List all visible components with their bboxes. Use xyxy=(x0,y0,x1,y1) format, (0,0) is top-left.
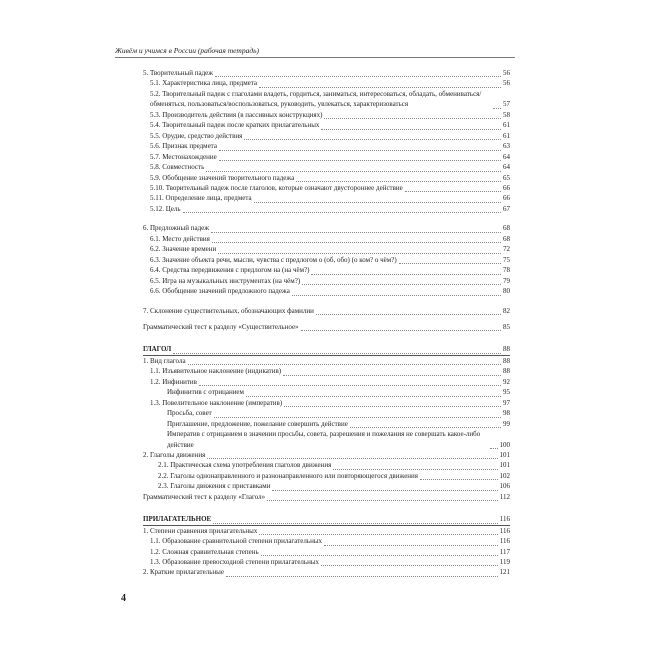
toc-entry-page: 106 xyxy=(499,482,510,491)
toc-entry[interactable] xyxy=(143,244,510,254)
toc-entry-page: 56 xyxy=(503,69,510,77)
toc-leader-dots xyxy=(261,549,498,556)
toc-entry-page: 75 xyxy=(503,255,510,264)
toc-entry[interactable] xyxy=(143,398,510,408)
toc-leader-dots xyxy=(215,70,501,77)
toc-leader-dots xyxy=(316,308,501,315)
table-of-contents xyxy=(143,68,510,578)
toc-entry-page: 56 xyxy=(503,79,510,88)
toc-entry[interactable] xyxy=(143,234,510,244)
toc-entry-page: 65 xyxy=(503,173,510,182)
toc-leader-dots xyxy=(267,494,498,501)
toc-entry-title: 1.2. Сложная сравнительная степень xyxy=(150,547,259,556)
toc-entry-title: 6.3. Значение объекта речи, мысли, чувства с предлогом о (об, обо) (о ком? о чём?) xyxy=(150,255,397,264)
toc-entry-title: 5. Творительный падеж xyxy=(143,69,214,77)
toc-entry-page: 117 xyxy=(499,547,510,556)
toc-entry[interactable] xyxy=(143,183,510,193)
toc-entry-title: 5.3. Производитель действия (в пассивных конструкциях) xyxy=(150,110,323,119)
toc-entry-title: 1.3. Повелительное наклонение (императив) xyxy=(150,398,283,407)
toc-entry[interactable] xyxy=(143,152,510,162)
toc-entry-title: 1.1. Образование сравнительной степени прилагательных xyxy=(150,537,323,546)
toc-entry[interactable] xyxy=(143,471,510,481)
toc-entry-title: 2.3. Глаголы движения с приставками xyxy=(158,482,271,491)
toc-entry-title: 5.11. Определение лица, предмета xyxy=(150,194,252,203)
toc-leader-dots xyxy=(219,144,501,151)
toc-entry-page: 72 xyxy=(503,245,510,254)
toc-entry-page: 116 xyxy=(499,537,510,546)
toc-entry[interactable] xyxy=(143,377,510,387)
toc-leader-dots xyxy=(173,347,501,354)
toc-entry-title: 5.5. Орудие, средство действия xyxy=(150,131,243,140)
toc-entry-title: 1.2. Инфинитив xyxy=(150,377,197,386)
toc-leader-dots xyxy=(199,379,501,386)
toc-entry-page: 79 xyxy=(503,276,510,285)
toc-leader-dots xyxy=(350,421,501,428)
toc-entry[interactable] xyxy=(143,387,510,397)
toc-entry-title: Императив с отрицанием в значении просьбы, совета, разрешения и пожелания не совершать какое-либо действие xyxy=(167,430,481,449)
toc-leader-dots xyxy=(272,484,497,491)
toc-entry-page: 57 xyxy=(503,100,510,109)
toc-entry-page: 116 xyxy=(499,526,510,535)
toc-leader-dots xyxy=(405,185,501,192)
toc-entry[interactable] xyxy=(143,492,510,502)
toc-entry-page: 78 xyxy=(503,266,510,275)
toc-leader-dots xyxy=(207,452,497,459)
toc-entry-page: 97 xyxy=(503,398,510,407)
toc-entry-page: 64 xyxy=(503,152,510,161)
toc-entry-title: 5.12. Цель xyxy=(150,204,181,213)
toc-entry-title: 1. Степени сравнения прилагательных xyxy=(143,526,258,535)
toc-leader-dots xyxy=(259,528,497,535)
toc-entry[interactable] xyxy=(143,120,510,130)
toc-entry-page: 66 xyxy=(503,183,510,192)
toc-entry[interactable] xyxy=(143,567,510,577)
toc-entry-page: 61 xyxy=(503,131,510,140)
toc-entry[interactable] xyxy=(143,193,510,203)
toc-leader-dots xyxy=(292,289,501,296)
toc-leader-dots xyxy=(333,463,497,470)
toc-entry-title: 5.10. Творительный падеж после глаголов, которые означают двустороннее действие xyxy=(150,183,403,192)
toc-entry-title: 6.6. Обобщение значений предложного падежа xyxy=(150,287,290,296)
toc-entry-title: ПРИЛАГАТЕЛЬНОЕ xyxy=(143,515,212,524)
toc-spacer xyxy=(143,297,510,306)
toc-entry-page: 64 xyxy=(503,163,510,172)
toc-entry-page: 95 xyxy=(503,388,510,397)
toc-entry[interactable] xyxy=(143,557,510,567)
toc-entry[interactable] xyxy=(143,162,510,172)
toc-entry-page: 98 xyxy=(503,409,510,418)
toc-entry-page: 102 xyxy=(499,471,510,480)
toc-leader-dots xyxy=(296,175,501,182)
toc-entry[interactable] xyxy=(143,547,510,557)
toc-entry-title: Просьба, совет xyxy=(167,409,212,418)
toc-entry[interactable] xyxy=(143,89,510,110)
toc-entry-title: 6.4. Средства передвижения с предлогом на (на чём?) xyxy=(150,266,310,275)
toc-entry-title: 1.1. Изъявительное наклонение (индикатив) xyxy=(150,367,282,376)
toc-entry-page: 88 xyxy=(503,345,510,354)
toc-entry[interactable] xyxy=(143,514,510,525)
toc-entry[interactable] xyxy=(143,356,510,366)
toc-entry-title: 5.6. Признак предмета xyxy=(150,142,217,151)
toc-entry[interactable] xyxy=(143,526,510,536)
toc-leader-dots xyxy=(206,165,501,172)
running-header: Живём и учимся в России (рабочая тетрадь) xyxy=(115,46,515,58)
toc-leader-dots xyxy=(246,390,501,397)
toc-entry-page: 99 xyxy=(503,419,510,428)
toc-entry-title: 5.8. Совместность xyxy=(150,163,205,172)
toc-leader-dots xyxy=(259,81,501,88)
toc-leader-dots xyxy=(219,154,501,161)
toc-entry-page: 88 xyxy=(503,367,510,376)
toc-entry-title: Приглашение, предложение, пожелание совершить действие xyxy=(167,419,348,428)
toc-entry-title: 6.2. Значение времени xyxy=(150,245,217,254)
toc-entry-title: 6.5. Игра на музыкальных инструментах (на чём?) xyxy=(150,276,301,285)
toc-entry-title: Грамматический тест к разделу «Глагол» xyxy=(143,492,266,501)
toc-spacer xyxy=(143,214,510,223)
toc-leader-dots xyxy=(324,539,498,546)
toc-leader-dots xyxy=(493,102,501,109)
toc-leader-dots xyxy=(399,257,501,264)
toc-entry[interactable] xyxy=(143,344,510,355)
toc-entry-page: 61 xyxy=(503,121,510,130)
toc-entry-title: 2. Глаголы движения xyxy=(143,450,206,459)
toc-entry[interactable] xyxy=(143,255,510,265)
toc-entry-page: 63 xyxy=(503,142,510,151)
toc-entry-page: 119 xyxy=(499,558,510,567)
page-number: 4 xyxy=(121,593,126,604)
toc-leader-dots xyxy=(490,442,498,449)
toc-entry-page: 68 xyxy=(503,234,510,243)
toc-entry-title: 7. Склонение существительных, обозначающих фамилии xyxy=(143,306,314,315)
toc-leader-dots xyxy=(321,559,498,566)
toc-entry[interactable] xyxy=(143,204,510,214)
toc-leader-dots xyxy=(211,226,501,233)
toc-entry-title: ГЛАГОЛ xyxy=(143,345,172,354)
toc-entry-title: 5.4. Творительный падеж после кратких прилагательных xyxy=(150,121,320,130)
toc-entry[interactable] xyxy=(143,450,510,460)
toc-entry-page: 67 xyxy=(503,204,510,213)
toc-entry[interactable] xyxy=(143,141,510,151)
toc-entry-title: 5.9. Обобщение значений творительного падежа xyxy=(150,173,295,182)
toc-leader-dots xyxy=(284,400,501,407)
toc-entry[interactable] xyxy=(143,173,510,183)
toc-leader-dots xyxy=(321,123,501,130)
toc-entry-title: Грамматический тест к разделу «Существительное» xyxy=(143,322,299,331)
toc-entry[interactable] xyxy=(143,322,510,332)
toc-entry-title: 1.3. Образование превосходной степени прилагательных xyxy=(150,558,320,567)
toc-leader-dots xyxy=(213,517,498,524)
toc-entry[interactable] xyxy=(143,265,510,275)
toc-leader-dots xyxy=(301,324,501,331)
toc-entry[interactable] xyxy=(143,429,510,450)
toc-leader-dots xyxy=(183,206,501,213)
toc-entry[interactable] xyxy=(143,536,510,546)
toc-entry[interactable] xyxy=(143,306,510,316)
toc-entry-title: 5.2. Творительный падеж с глаголами владеть, гордиться, заниматься, интересоваться, обладать, обмениваться/обменяться, пользоваться/воспользоваться, руководить, увлекаться, характеризоваться xyxy=(150,89,482,109)
toc-entry-title: 6. Предложный падеж xyxy=(143,224,210,233)
toc-leader-dots xyxy=(420,473,497,480)
toc-entry-title: 2.1. Практическая схема употребления глаголов движения xyxy=(158,461,332,470)
toc-entry-page: 112 xyxy=(499,492,510,501)
toc-leader-dots xyxy=(226,570,498,577)
toc-entry[interactable] xyxy=(143,68,510,78)
toc-entry-page: 101 xyxy=(499,461,510,470)
toc-entry-page: 121 xyxy=(499,568,510,577)
toc-leader-dots xyxy=(254,196,501,203)
toc-entry[interactable] xyxy=(143,223,510,233)
toc-entry-title: 2.2. Глаголы однонаправленного и разнонаправленного или повторяющегося движения xyxy=(158,471,419,480)
toc-entry[interactable] xyxy=(143,78,510,88)
toc-entry[interactable] xyxy=(143,460,510,470)
toc-leader-dots xyxy=(218,247,501,254)
toc-entry[interactable] xyxy=(143,131,510,141)
toc-leader-dots xyxy=(302,278,501,285)
toc-entry-title: Инфинитив с отрицанием xyxy=(167,388,244,397)
toc-entry[interactable] xyxy=(143,408,510,418)
toc-entry-title: 2. Краткие прилагательные xyxy=(143,568,224,577)
toc-entry-page: 100 xyxy=(499,440,510,449)
toc-entry-title: 1. Вид глагола xyxy=(143,356,186,365)
toc-spacer xyxy=(143,332,510,344)
toc-entry-page: 80 xyxy=(503,287,510,296)
toc-leader-dots xyxy=(212,236,501,243)
toc-entry-page: 58 xyxy=(503,110,510,119)
toc-entry-title: 6.1. Место действия xyxy=(150,234,210,243)
toc-entry-page: 82 xyxy=(503,306,510,315)
toc-leader-dots xyxy=(324,112,501,119)
toc-leader-dots xyxy=(244,133,501,140)
toc-entry[interactable] xyxy=(143,366,510,376)
toc-entry-page: 85 xyxy=(503,322,510,331)
toc-leader-dots xyxy=(283,369,501,376)
toc-entry-page: 116 xyxy=(499,515,510,524)
toc-entry-title: 5.7. Местонахождение xyxy=(150,152,217,161)
toc-leader-dots xyxy=(188,358,501,365)
toc-leader-dots xyxy=(311,268,501,275)
toc-entry-page: 68 xyxy=(503,224,510,233)
toc-entry-title: 5.1. Характеристика лица, предмета xyxy=(150,79,258,88)
toc-entry[interactable] xyxy=(143,110,510,120)
toc-leader-dots xyxy=(214,411,501,418)
toc-spacer xyxy=(143,502,510,514)
toc-entry-page: 88 xyxy=(503,356,510,365)
toc-entry[interactable] xyxy=(143,419,510,429)
toc-entry[interactable] xyxy=(143,286,510,296)
toc-entry[interactable] xyxy=(143,481,510,491)
toc-entry-page: 66 xyxy=(503,194,510,203)
toc-entry-page: 92 xyxy=(503,377,510,386)
toc-entry[interactable] xyxy=(143,276,510,286)
toc-entry-page: 101 xyxy=(499,450,510,459)
